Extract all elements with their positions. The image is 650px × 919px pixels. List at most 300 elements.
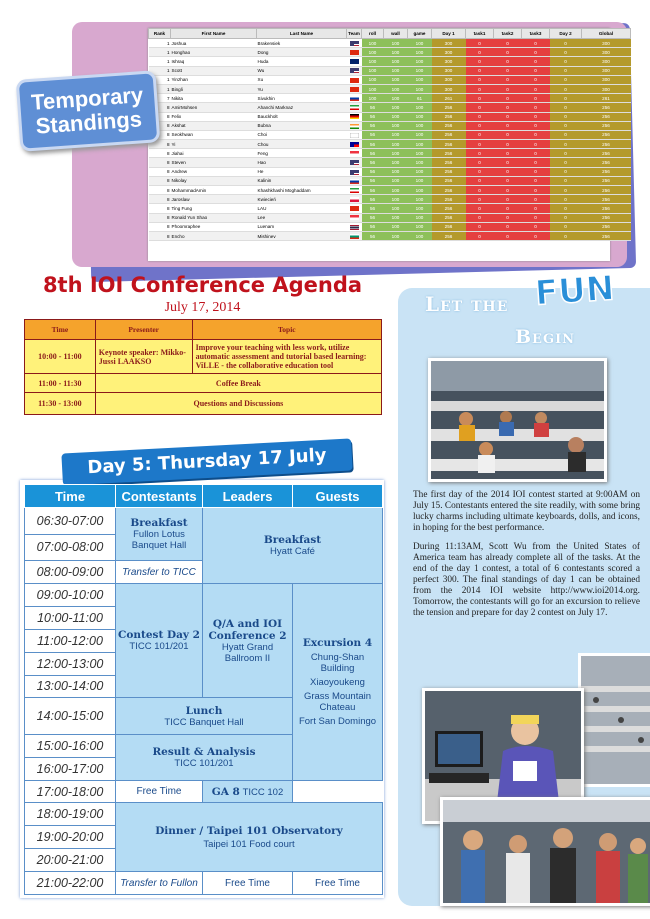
standings-wall-cell: 100 [384, 140, 408, 149]
time-slot: 06:30-07:00 [25, 508, 116, 535]
standings-rank-cell: 8 [149, 149, 171, 158]
standings-last-cell: Dong [257, 48, 347, 57]
time-slot: 08:00-09:00 [25, 561, 116, 584]
team-flag-cell [347, 39, 362, 48]
team-flag-cell [347, 231, 362, 240]
standings-row [149, 75, 631, 84]
standings-day2-cell: 0 [550, 75, 582, 84]
standings-first-cell: Felix [171, 112, 257, 121]
standings-day1-cell: 300 [432, 66, 466, 75]
standings-first-cell: Phoomraphee [171, 222, 257, 231]
standings-day1-cell: 300 [432, 75, 466, 84]
team-flag-icon [350, 151, 359, 156]
standings-row [149, 121, 631, 130]
contest-hall-photo [428, 358, 607, 482]
standings-rank-cell: 1 [149, 39, 171, 48]
excursion-place: Fort San Domingo [298, 715, 377, 727]
standings-first-cell: Seokhwan [171, 130, 257, 139]
standings-global-cell: 256 [582, 195, 631, 204]
breakfast-leaders-guests-cell [203, 508, 383, 584]
standings-t2-cell: 0 [494, 48, 522, 57]
time-slot: 16:00-17:00 [25, 757, 116, 780]
standings-t2-cell: 0 [494, 204, 522, 213]
standings-roll-cell: 56 [362, 130, 384, 139]
standings-global-cell: 256 [582, 158, 631, 167]
standings-first-cell: Honghao [171, 48, 257, 57]
standings-global-cell: 300 [582, 75, 631, 84]
standings-last-cell: Chou [257, 140, 347, 149]
agenda-time: 10:00 - 11:00 [25, 340, 96, 374]
team-flag-icon [350, 234, 359, 239]
ga8-title: GA 8 [211, 785, 240, 798]
standings-t1-cell: 0 [466, 66, 494, 75]
standings-last-cell: LAU [257, 204, 347, 213]
standings-roll-cell: 56 [362, 167, 384, 176]
let-the-heading: Let the [425, 292, 509, 316]
standings-first-cell: Joshua [171, 39, 257, 48]
standings-rank-cell: 8 [149, 213, 171, 222]
day5-header-guests: Guests [293, 485, 383, 508]
standings-t3-cell: 0 [522, 57, 550, 66]
standings-wall-cell: 100 [384, 149, 408, 158]
standings-day2-cell: 0 [550, 39, 582, 48]
standings-global-cell: 256 [582, 186, 631, 195]
standings-global-cell: 256 [582, 103, 631, 112]
team-flag-icon [350, 68, 359, 73]
standings-row [149, 204, 631, 213]
standings-roll-cell: 56 [362, 149, 384, 158]
standings-day1-cell: 256 [432, 149, 466, 158]
standings-wall-cell: 100 [384, 176, 408, 185]
standings-header-cell[interactable]: Last Name [257, 29, 347, 39]
team-flag-cell [347, 204, 362, 213]
free-time-leaders-cell: Free Time [203, 872, 293, 895]
standings-header-row [149, 29, 631, 39]
contest-title: Contest Day 2 [118, 629, 200, 642]
standings-t1-cell: 0 [466, 39, 494, 48]
qa-place: Hyatt Grand Ballroom II [221, 641, 274, 664]
agenda-table [24, 319, 382, 415]
standings-t2-cell: 0 [494, 195, 522, 204]
standings-rank-cell: 8 [149, 140, 171, 149]
standings-wall-cell: 100 [384, 186, 408, 195]
agenda-header-time: Time [25, 320, 96, 340]
excursion-place: Chung-Shan Building [310, 651, 365, 674]
standings-row [149, 213, 631, 222]
standings-day1-cell: 256 [432, 112, 466, 121]
standings-t2-cell: 0 [494, 84, 522, 93]
standings-row [149, 112, 631, 121]
standings-global-cell: 256 [582, 130, 631, 139]
standings-last-cell: Huda [257, 57, 347, 66]
standings-t1-cell: 0 [466, 186, 494, 195]
standings-day2-cell: 0 [550, 140, 582, 149]
standings-roll-cell: 100 [362, 66, 384, 75]
standings-first-cell: Nikita [171, 94, 257, 103]
team-flag-cell [347, 48, 362, 57]
standings-first-cell: Jaroslaw [171, 195, 257, 204]
standings-t3-cell: 0 [522, 39, 550, 48]
standings-t3-cell: 0 [522, 176, 550, 185]
standings-wall-cell: 100 [384, 39, 408, 48]
standings-last-cell: Yu [257, 84, 347, 93]
standings-rank-cell: 1 [149, 75, 171, 84]
time-slot: 07:00-08:00 [25, 534, 116, 561]
team-flag-cell [347, 149, 362, 158]
standings-t2-cell: 0 [494, 112, 522, 121]
standings-header-cell[interactable]: wall [384, 29, 408, 39]
standings-first-cell: Nikolay [171, 176, 257, 185]
team-flag-cell [347, 130, 362, 139]
standings-last-cell: Kalinin [257, 176, 347, 185]
team-flag-cell [347, 140, 362, 149]
time-slot: 10:00-11:00 [25, 607, 116, 630]
standings-t3-cell: 0 [522, 158, 550, 167]
standings-wall-cell: 100 [384, 112, 408, 121]
standings-day1-cell: 256 [432, 222, 466, 231]
standings-first-cell: Encho [171, 231, 257, 240]
standings-last-cell: Choi [257, 130, 347, 139]
day5-header-time: Time [25, 485, 116, 508]
ga8-cell [203, 780, 293, 803]
standings-t2-cell: 0 [494, 103, 522, 112]
team-flag-icon [350, 124, 359, 129]
standings-t2-cell: 0 [494, 94, 522, 103]
standings-day1-cell: 300 [432, 39, 466, 48]
agenda-title: 8th IOI Conference Agenda [42, 273, 363, 297]
standings-global-cell: 300 [582, 66, 631, 75]
standings-row [149, 48, 631, 57]
standings-header-cell[interactable]: game [408, 29, 432, 39]
contest-place: TICC 101/201 [129, 641, 189, 653]
standings-row [149, 39, 631, 48]
excursion-place: Grass Mountain Chateau [303, 690, 372, 713]
standings-header-cell[interactable]: task3 [522, 29, 550, 39]
team-flag-cell [347, 186, 362, 195]
result-analysis-cell [116, 734, 293, 780]
standings-first-cell: Jiahai [171, 149, 257, 158]
group-photo [440, 797, 650, 906]
day5-header-leaders: Leaders [203, 485, 293, 508]
agenda-row [25, 393, 382, 415]
standings-day2-cell: 0 [550, 130, 582, 139]
standings-rank-cell: 1 [149, 84, 171, 93]
breakfast-contestants-place: Fullon Lotus Banquet Hall [131, 529, 187, 552]
standings-t3-cell: 0 [522, 186, 550, 195]
standings-rank-cell: 8 [149, 176, 171, 185]
team-flag-icon [350, 87, 359, 92]
standings-rank-cell: 8 [149, 204, 171, 213]
time-slot: 12:00-13:00 [25, 652, 116, 675]
standings-header-cell[interactable]: First Name [171, 29, 257, 39]
team-flag-cell [347, 57, 362, 66]
standings-row [149, 66, 631, 75]
standings-game-cell: 100 [408, 112, 432, 121]
standings-rank-cell: 8 [149, 112, 171, 121]
result-title: Result & Analysis [152, 745, 256, 758]
standings-first-cell: Scott [171, 66, 257, 75]
standings-global-cell: 256 [582, 149, 631, 158]
standings-header-cell[interactable]: Global [582, 29, 631, 39]
standings-header-cell[interactable]: Team [347, 29, 362, 39]
transfer-fullon-cell: Transfer to Fullon [116, 872, 203, 895]
standings-header-cell[interactable]: Rank [149, 29, 171, 39]
standings-day1-cell: 256 [432, 103, 466, 112]
photo-group-image [443, 800, 650, 903]
standings-t1-cell: 0 [466, 112, 494, 121]
standings-t3-cell: 0 [522, 130, 550, 139]
agenda-row [25, 340, 382, 374]
standings-global-cell: 256 [582, 176, 631, 185]
standings-t2-cell: 0 [494, 140, 522, 149]
standings-wall-cell: 100 [384, 57, 408, 66]
standings-game-cell: 100 [408, 57, 432, 66]
day5-title: Day 5: Thursday 17 July [61, 438, 352, 485]
standings-last-cell: Luenam [257, 222, 347, 231]
time-slot: 13:00-14:00 [25, 675, 116, 698]
standings-t1-cell: 0 [466, 204, 494, 213]
team-flag-cell [347, 176, 362, 185]
standings-header-cell[interactable]: task1 [466, 29, 494, 39]
standings-t3-cell: 0 [522, 103, 550, 112]
standings-day2-cell: 0 [550, 195, 582, 204]
standings-t3-cell: 0 [522, 195, 550, 204]
photo-contest-hall-image [431, 361, 604, 479]
standings-last-cell: Feng [257, 149, 347, 158]
team-flag-cell [347, 121, 362, 130]
breakfast-contestants-cell [116, 508, 203, 561]
team-flag-cell [347, 158, 362, 167]
standings-day1-cell: 256 [432, 167, 466, 176]
standings-t2-cell: 0 [494, 222, 522, 231]
breakfast-leaders-place: Hyatt Café [270, 546, 315, 558]
qa-title: Q/A and IOI Conference 2 [208, 617, 287, 642]
standings-rank-cell: 7 [149, 94, 171, 103]
standings-global-cell: 256 [582, 222, 631, 231]
standings-row [149, 176, 631, 185]
standings-t2-cell: 0 [494, 66, 522, 75]
standings-t3-cell: 0 [522, 140, 550, 149]
standings-roll-cell: 100 [362, 94, 384, 103]
standings-t3-cell: 0 [522, 94, 550, 103]
standings-wall-cell: 100 [384, 213, 408, 222]
standings-global-cell: 256 [582, 167, 631, 176]
standings-roll-cell: 100 [362, 48, 384, 57]
agenda-presenter: Keynote speaker: Mikko-Jussi LAAKSO [95, 340, 192, 374]
standings-t2-cell: 0 [494, 39, 522, 48]
fun-paragraph-1: The first day of the 2014 IOI contest started at 9:00AM on July 15. Contestants entered the site readily, with some bring lucky charms including ultimate keyboards, dolls, and icons, in hoping for the best performance. [413, 490, 640, 533]
standings-game-cell: 100 [408, 39, 432, 48]
standings-wall-cell: 100 [384, 167, 408, 176]
standings-t3-cell: 0 [522, 75, 550, 84]
standings-last-cell: Khashkhashi Moghaddam [257, 186, 347, 195]
standings-rank-cell: 8 [149, 186, 171, 195]
standings-day1-cell: 256 [432, 195, 466, 204]
standings-t1-cell: 0 [466, 84, 494, 93]
standings-t1-cell: 0 [466, 140, 494, 149]
time-slot: 11:00-12:00 [25, 629, 116, 652]
team-flag-cell [347, 94, 362, 103]
standings-day1-cell: 300 [432, 48, 466, 57]
standings-last-cell: Lee [257, 213, 347, 222]
team-flag-cell [347, 66, 362, 75]
fun-article [413, 490, 640, 627]
standings-row [149, 84, 631, 93]
standings-header-cell[interactable]: Day 1 [432, 29, 466, 39]
standings-rank-cell: 8 [149, 167, 171, 176]
standings-game-cell: 100 [408, 48, 432, 57]
team-flag-cell [347, 84, 362, 93]
standings-t1-cell: 0 [466, 158, 494, 167]
standings-row [149, 222, 631, 231]
standings-wall-cell: 100 [384, 158, 408, 167]
standings-row [149, 158, 631, 167]
team-flag-icon [350, 160, 359, 165]
standings-roll-cell: 56 [362, 121, 384, 130]
time-slot: 18:00-19:00 [25, 803, 116, 826]
standings-t3-cell: 0 [522, 121, 550, 130]
standings-roll-cell: 100 [362, 39, 384, 48]
team-flag-icon [350, 215, 359, 220]
agenda-item: Questions and Discussions [95, 393, 381, 415]
standings-global-cell: 256 [582, 121, 631, 130]
standings-table-panel [148, 28, 614, 261]
standings-game-cell: 61 [408, 94, 432, 103]
standings-wall-cell: 100 [384, 195, 408, 204]
standings-rank-cell: 8 [149, 103, 171, 112]
standings-t2-cell: 0 [494, 57, 522, 66]
standings-t3-cell: 0 [522, 213, 550, 222]
standings-t1-cell: 0 [466, 48, 494, 57]
time-slot: 17:00-18:00 [25, 780, 116, 803]
standings-header-cell[interactable]: roll [362, 29, 384, 39]
standings-t2-cell: 0 [494, 176, 522, 185]
standings-game-cell: 100 [408, 158, 432, 167]
standings-wall-cell: 100 [384, 231, 408, 240]
standings-day2-cell: 0 [550, 66, 582, 75]
standings-wall-cell: 100 [384, 204, 408, 213]
begin-heading: Begin [515, 326, 576, 348]
agenda-time: 11:00 - 11:30 [25, 374, 96, 393]
standings-day2-cell: 0 [550, 48, 582, 57]
standings-game-cell: 100 [408, 103, 432, 112]
standings-global-cell: 300 [582, 57, 631, 66]
standings-day1-cell: 261 [432, 94, 466, 103]
standings-global-cell: 256 [582, 204, 631, 213]
agenda-date: July 17, 2014 [164, 300, 241, 315]
lunch-title: Lunch [185, 704, 223, 717]
dinner-title: Dinner / Taipei 101 Observatory [155, 824, 343, 837]
standings-row [149, 57, 631, 66]
standings-game-cell: 100 [408, 186, 432, 195]
standings-t2-cell: 0 [494, 75, 522, 84]
team-flag-icon [350, 142, 359, 147]
standings-t3-cell: 0 [522, 167, 550, 176]
standings-wall-cell: 100 [384, 222, 408, 231]
standings-t1-cell: 0 [466, 149, 494, 158]
standings-t3-cell: 0 [522, 48, 550, 57]
contest-overview-photo [578, 653, 650, 787]
standings-t1-cell: 0 [466, 103, 494, 112]
standings-rank-cell: 1 [149, 48, 171, 57]
standings-roll-cell: 56 [362, 112, 384, 121]
excursion-cell [293, 584, 383, 780]
standings-day1-cell: 256 [432, 213, 466, 222]
standings-day2-cell: 0 [550, 112, 582, 121]
badge-line-1: Temporary [30, 82, 144, 115]
breakfast-contestants-title: Breakfast [130, 517, 188, 530]
standings-first-cell: Ting Fung [171, 204, 257, 213]
standings-rank-cell: 8 [149, 121, 171, 130]
standings-game-cell: 100 [408, 121, 432, 130]
temporary-standings-badge [16, 70, 161, 152]
day5-schedule-table [24, 484, 383, 895]
team-flag-icon [350, 206, 359, 211]
standings-game-cell: 100 [408, 213, 432, 222]
standings-last-cell: Brakensiek [257, 39, 347, 48]
standings-game-cell: 100 [408, 167, 432, 176]
standings-row [149, 149, 631, 158]
agenda-item: Coffee Break [95, 374, 381, 393]
team-flag-icon [350, 225, 359, 230]
time-slot: 09:00-10:00 [25, 584, 116, 607]
standings-t1-cell: 0 [466, 222, 494, 231]
team-flag-cell [347, 167, 362, 176]
fun-heading: FUN [533, 268, 616, 314]
standings-t1-cell: 0 [466, 231, 494, 240]
standings-game-cell: 100 [408, 75, 432, 84]
standings-day2-cell: 0 [550, 57, 582, 66]
standings-roll-cell: 56 [362, 140, 384, 149]
standings-global-cell: 300 [582, 39, 631, 48]
team-flag-cell [347, 222, 362, 231]
standings-roll-cell: 56 [362, 176, 384, 185]
standings-t2-cell: 0 [494, 130, 522, 139]
team-flag-cell [347, 213, 362, 222]
standings-last-cell: Bubna [257, 121, 347, 130]
standings-day1-cell: 256 [432, 140, 466, 149]
standings-t2-cell: 0 [494, 149, 522, 158]
standings-t1-cell: 0 [466, 195, 494, 204]
lunch-cell [116, 698, 293, 735]
team-flag-icon [350, 179, 359, 184]
standings-rank-cell: 1 [149, 66, 171, 75]
standings-day2-cell: 0 [550, 176, 582, 185]
standings-roll-cell: 56 [362, 186, 384, 195]
dinner-cell [116, 803, 383, 872]
breakfast-leaders-title: Breakfast [263, 534, 322, 547]
standings-game-cell: 100 [408, 176, 432, 185]
agenda-topic: Improve your teaching with less work, utilize automatic assessment and tutorial based learning: ViLLE - the collaborative education tool [192, 340, 381, 374]
standings-game-cell: 100 [408, 231, 432, 240]
standings-game-cell: 100 [408, 195, 432, 204]
standings-wall-cell: 100 [384, 75, 408, 84]
qa-conference-cell [203, 584, 293, 698]
standings-header-cell[interactable]: Day 2 [550, 29, 582, 39]
team-flag-icon [350, 78, 359, 83]
standings-game-cell: 100 [408, 222, 432, 231]
standings-roll-cell: 56 [362, 103, 384, 112]
standings-t2-cell: 0 [494, 167, 522, 176]
result-place: TICC 101/201 [174, 757, 234, 769]
standings-header-cell[interactable]: task2 [494, 29, 522, 39]
standings-day1-cell: 256 [432, 158, 466, 167]
standings-row [149, 167, 631, 176]
standings-t1-cell: 0 [466, 213, 494, 222]
standings-day2-cell: 0 [550, 167, 582, 176]
standings-t1-cell: 0 [466, 167, 494, 176]
fun-paragraph-2: During 11:13AM, Scott Wu from the United States of America team has already complete all of the tasks. At the end of the day 1 contest, a total of 6 contestants scored a perfect 300. The final standings of day 1 can be obtained from the 2014 IOI website http://www.ioi2014.org. Tomorrow, the contestants will go for an excursion to relieve the tension and prepare for day 2 contest on July 17. [413, 542, 640, 618]
